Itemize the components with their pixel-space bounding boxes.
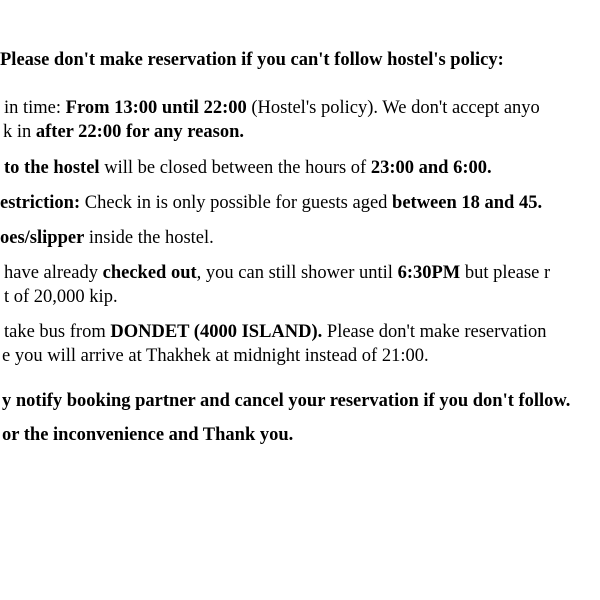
checkin-hours: From 13:00 until 22:00 (65, 98, 247, 118)
shoes-line (0, 227, 214, 249)
bus-arrival-text: e you will arrive at Thakhek at midnight instead of 21:00. (2, 346, 429, 366)
shower-text: , you can still shower until (196, 263, 398, 283)
shoes-text: inside the hostel. (84, 228, 214, 248)
age-restriction-line (0, 192, 542, 214)
cancellation-warning (2, 390, 570, 412)
apology-text: or the inconvenience and Thank you. (2, 425, 294, 445)
checkin-time-line-2 (3, 121, 244, 143)
bus-origin: DONDET (4000 ISLAND). (110, 322, 323, 342)
gate-closure-hours: 23:00 and 6:00. (370, 158, 492, 178)
checkin-policy-text: (Hostel's policy). We don't accept anyo (246, 98, 540, 118)
gate-closure-line (4, 157, 492, 179)
cancellation-text: y notify booking partner and cancel your reservation if you don't follow. (2, 391, 571, 411)
bus-warning-line-1 (4, 321, 547, 343)
gate-closure-text: will be closed between the hours of (99, 158, 371, 178)
age-restriction-text: Check in is only possible for guests aged (80, 193, 393, 213)
bus-warning-line-2 (2, 345, 429, 367)
age-restriction-label: estriction: (0, 193, 81, 213)
heading-text: Please don't make reservation if you can't follow hostel's policy: (0, 50, 504, 70)
shoes-label: oes/slipper (0, 228, 85, 248)
checkin-time-line-1 (4, 97, 540, 119)
late-checkin-rule: after 22:00 for any reason. (35, 122, 244, 142)
bus-intro: take bus from (4, 322, 111, 342)
late-checkin-label: k in (3, 122, 36, 142)
bus-reservation-text: Please don't make reservation (322, 322, 547, 342)
gate-subject: to the hostel (4, 158, 100, 178)
shower-fee: t of 20,000 kip. (4, 287, 118, 307)
checkout-shower-line-2 (4, 286, 118, 308)
shower-deadline: 6:30PM (397, 263, 461, 283)
checked-out-label: checked out (102, 263, 197, 283)
shower-condition: but please r (460, 263, 551, 283)
checkout-shower-line-1 (4, 262, 550, 284)
age-range: between 18 and 45. (392, 193, 543, 213)
apology-line (2, 424, 293, 446)
notice-heading (0, 49, 504, 71)
checkout-intro: have already (4, 263, 103, 283)
checkin-label: in time: (4, 98, 66, 118)
